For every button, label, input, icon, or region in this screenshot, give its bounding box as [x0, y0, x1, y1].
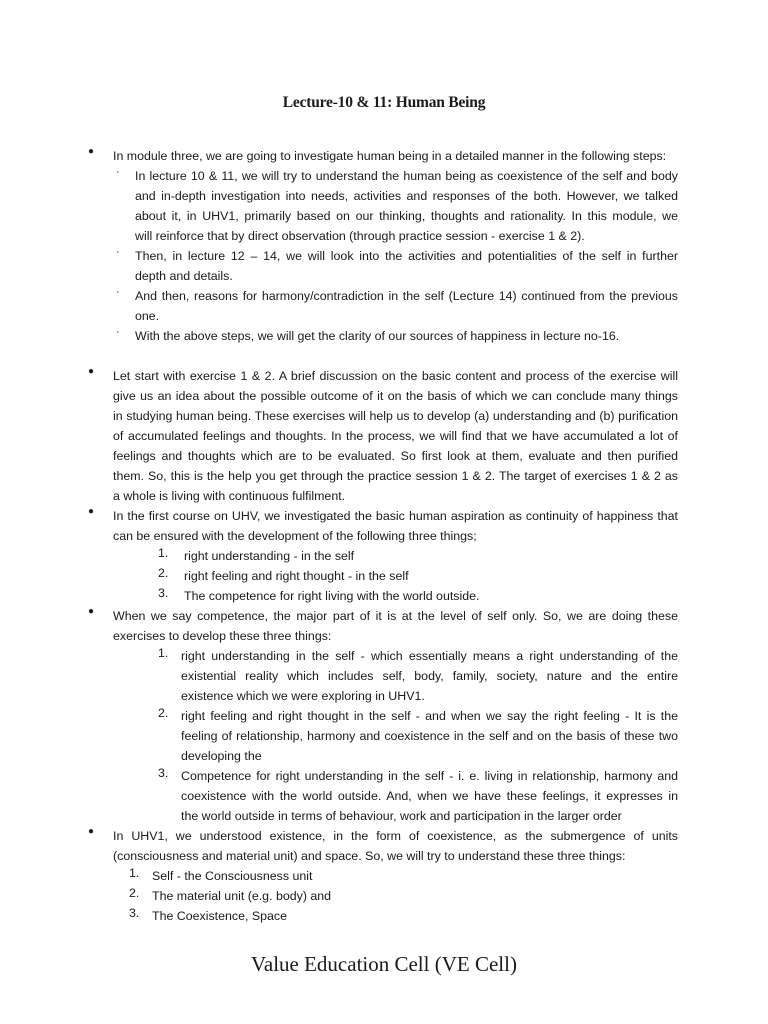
paragraph-line: Then, in lecture 12 – 14, we will look into the activities and potentialities of the self in further — [135, 249, 678, 263]
numbered-item — [88, 886, 678, 906]
paragraph-line: about it, in UHV1, primarily based on our thinking, thoughts and rationality. In this module, we — [135, 209, 678, 223]
paragraph-line: one. — [135, 309, 160, 323]
bullet-item-uhv1 — [88, 826, 678, 866]
item-text: existence which we were exploring in UHV1. — [181, 689, 425, 703]
paragraph-line: In UHV1, we understood existence, in the form of coexistence, as the submergence of units — [113, 829, 678, 843]
numbered-item — [88, 566, 678, 586]
item-text: The competence for right living with the world outside. — [184, 589, 480, 603]
item-text: Self - the Consciousness unit — [152, 869, 313, 883]
paragraph-line: In the first course on UHV, we investigated the basic human aspiration as continuity of happiness that — [113, 509, 678, 523]
bullet-icon: ● — [88, 506, 95, 517]
bullet-icon: ● — [88, 606, 95, 617]
sub-bullet-item — [88, 286, 678, 326]
item-text: right feeling and right thought in the self - and when we say the right feeling - It is the — [181, 709, 678, 723]
paragraph-line: And then, reasons for harmony/contradiction in the self (Lecture 14) continued from the previous — [135, 289, 678, 303]
paragraph-line: exercises to develop these three things: — [113, 629, 332, 643]
sub-bullet-icon: · — [116, 326, 120, 338]
item-text: right understanding - in the self — [184, 549, 355, 563]
paragraph-line: Let start with exercise 1 & 2. A brief discussion on the basic content and process of the exercise will — [113, 369, 678, 383]
numbered-item — [88, 906, 678, 926]
numbered-item — [88, 586, 678, 606]
item-number: 3. — [129, 906, 140, 920]
paragraph-line: will reinforce that by direct observation (through practice session - exercise 1 & 2). — [135, 229, 585, 243]
item-text: existential reality which includes self, body, family, society, nature and the entire — [181, 669, 678, 683]
paragraph-line: of accumulated feelings and thoughts. In the process, we will find that we have accumulated a lot of — [113, 429, 678, 443]
bullet-item-first-course — [88, 506, 678, 546]
paragraph-line: a whole is living with continuous fulfilment. — [113, 489, 346, 503]
bullet-icon: ● — [88, 366, 95, 377]
item-number: 2. — [158, 706, 169, 720]
numbered-item — [88, 706, 678, 766]
paragraph-line: in studying human being. These exercises will help us to develop (a) understanding and (b) purification — [113, 409, 678, 423]
paragraph-line: depth and details. — [135, 269, 233, 283]
bullet-icon: ● — [88, 146, 95, 157]
item-number: 3. — [158, 766, 169, 780]
paragraph-line: them. So, this is the help you get through the practice session 1 & 2. The target of exercises 1 & 2 as — [113, 469, 678, 483]
paragraph-line: feelings and thoughts which are to be evaluated. So first look at them, evaluate and then purified — [113, 449, 678, 463]
item-text: coexistence with the world outside. And, when we have these feelings, it expresses in — [181, 789, 678, 803]
item-number: 1. — [158, 546, 169, 560]
paragraph-line: can be ensured with the development of the following three things; — [113, 529, 477, 543]
item-text: The Coexistence, Space — [152, 909, 287, 923]
numbered-item — [88, 766, 678, 826]
item-text: The material unit (e.g. body) and — [152, 889, 332, 903]
numbered-item — [88, 546, 678, 566]
sub-bullet-icon: · — [116, 246, 120, 258]
item-text: Competence for right understanding in the self - i. e. living in relationship, harmony and — [181, 769, 678, 783]
item-text: feeling of relationship, harmony and coexistence in the self and on the basis of these two — [181, 729, 678, 743]
paragraph-line: (consciousness and material unit) and space. So, we will try to understand these three things: — [113, 849, 626, 863]
document-body — [88, 146, 678, 926]
item-number: 3. — [158, 586, 169, 600]
numbered-item — [88, 866, 678, 886]
paragraph-line: and in-depth investigation into needs, activities and responses of the both. However, we talked — [135, 189, 678, 203]
item-text: right feeling and right thought - in the self — [184, 569, 409, 583]
item-number: 2. — [158, 566, 169, 580]
item-text: right understanding in the self - which essentially means a right understanding of the — [181, 649, 678, 663]
item-number: 2. — [129, 886, 140, 900]
sub-bullet-item — [88, 246, 678, 286]
bullet-item-module-three — [88, 146, 678, 166]
item-text: the world outside in terms of behaviour, work and participation in the larger order — [181, 809, 622, 823]
paragraph-line: When we say competence, the major part of it is at the level of self only. So, we are doing these — [113, 609, 678, 623]
paragraph-line: In module three, we are going to investigate human being in a detailed manner in the following steps: — [113, 149, 667, 163]
paragraph-line: In lecture 10 & 11, we will try to understand the human being as coexistence of the self and body — [135, 169, 678, 183]
sub-bullet-icon: · — [116, 166, 120, 178]
bullet-item-exercise — [88, 366, 678, 506]
sub-bullet-icon: · — [116, 286, 120, 298]
page-title: Lecture-10 & 11: Human Being — [282, 94, 486, 111]
sub-bullet-item — [88, 166, 678, 246]
bullet-item-competence — [88, 606, 678, 646]
item-number: 1. — [158, 646, 169, 660]
numbered-item — [88, 646, 678, 706]
paragraph-line: With the above steps, we will get the clarity of our sources of happiness in lecture no-16. — [135, 329, 620, 343]
item-text: developing the — [181, 749, 262, 763]
sub-bullet-item — [88, 326, 678, 346]
paragraph-line: give us an idea about the possible outcome of it on the basis of which we can conclude many things — [113, 389, 678, 403]
item-number: 1. — [129, 866, 140, 880]
page-footer: Value Education Cell (VE Cell) — [251, 952, 517, 976]
bullet-icon: ● — [88, 826, 95, 837]
